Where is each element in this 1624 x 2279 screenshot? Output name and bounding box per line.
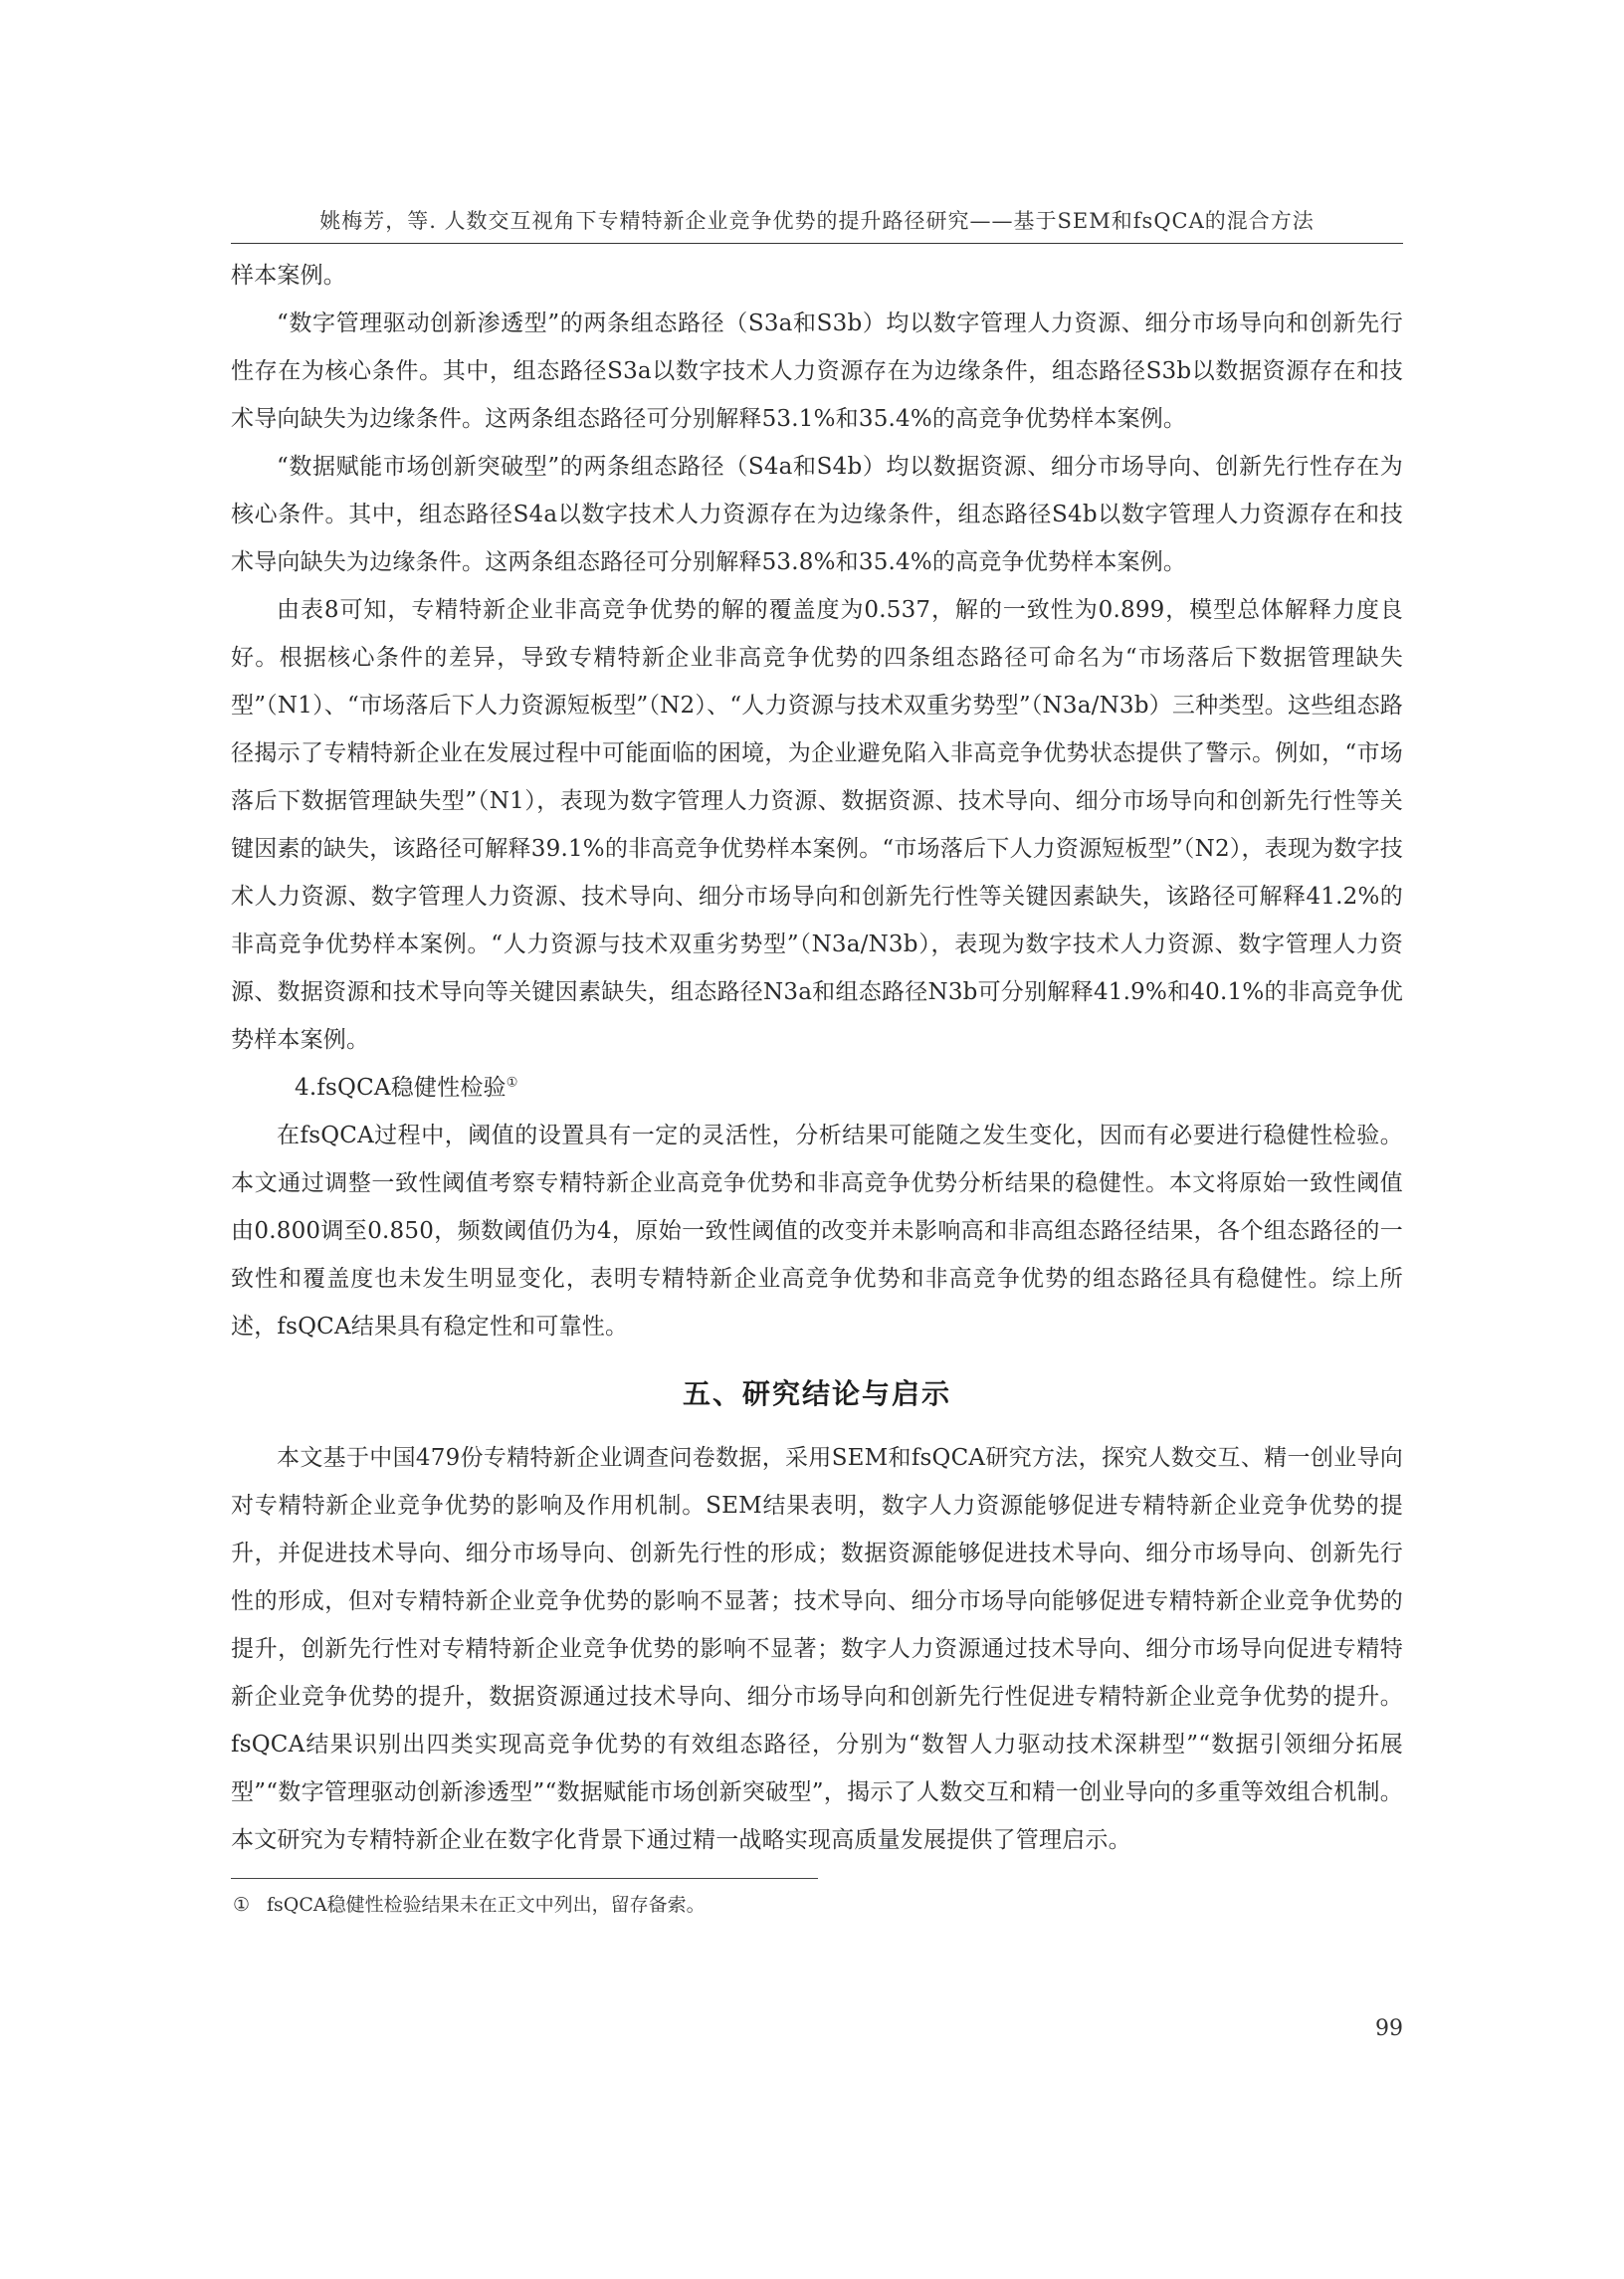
footnote	[231, 1891, 1403, 1919]
paragraph-non-high: 由表8可知，专精特新企业非高竞争优势的解的覆盖度为0.537，解的一致性为0.899，模型总体解释力度良好。根据核心条件的差异，导致专精特新企业非高竞争优势的四条组态路径可命名为“市场落后下数据管理缺失型”（N1）、“市场落后下人力资源短板型”（N2）、“人力资源与技术双重劣势型”（N3a/N3b）三种类型。这些组态路径揭示了专精特新企业在发展过程中可能面临的困境，为企业避免陷入非高竞争优势状态提供了警示。例如，“市场落后下数据管理缺失型”（N1），表现为数字管理人力资源、数据资源、技术导向、细分市场导向和创新先行性等关键因素的缺失，该路径可解释39.1%的非高竞争优势样本案例。“市场落后下人力资源短板型”（N2），表现为数字技术人力资源、数字管理人力资源、技术导向、细分市场导向和创新先行性等关键因素缺失，该路径可解释41.2%的非高竞争优势样本案例。“人力资源与技术双重劣势型”（N3a/N3b），表现为数字技术人力资源、数字管理人力资源、数据资源和技术导向等关键因素缺失，组态路径N3a和组态路径N3b可分别解释41.9%和40.1%的非高竞争优势样本案例。	[231, 597, 1403, 1053]
footnote-text: fsQCA稳健性检验结果未在正文中列出，留存备索。	[267, 1894, 706, 1916]
paragraph-s3: “数字管理驱动创新渗透型”的两条组态路径（S3a和S3b）均以数字管理人力资源、细分市场导向和创新先行性存在为核心条件。其中，组态路径S3a以数字技术人力资源存在为边缘条件，组态路径S3b以数据资源存在和技术导向缺失为边缘条件。这两条组态路径可分别解释53.1%和35.4%的高竞争优势样本案例。	[231, 311, 1403, 432]
paragraph-s4: “数据赋能市场创新突破型”的两条组态路径（S4a和S4b）均以数据资源、细分市场导向、创新先行性存在为核心条件。其中，组态路径S4a以数字技术人力资源存在为边缘条件，组态路径S4b以数字管理人力资源存在和技术导向缺失为边缘条件。这两条组态路径可分别解释53.8%和35.4%的高竞争优势样本案例。	[231, 454, 1403, 575]
subsection-title	[231, 1064, 1403, 1112]
page-number: 99	[1375, 2016, 1403, 2041]
footnote-ref[interactable]: ①	[506, 1075, 518, 1091]
paragraph-continuation: 样本案例。	[231, 263, 346, 289]
paragraph-robustness: 在fsQCA过程中，阈值的设置具有一定的灵活性，分析结果可能随之发生变化，因而有必要进行稳健性检验。本文通过调整一致性阈值考察专精特新企业高竞争优势和非高竞争优势分析结果的稳健性。本文将原始一致性阈值由0.800调至0.850，频数阈值仍为4，原始一致性阈值的改变并未影响高和非高组态路径结果，各个组态路径的一致性和覆盖度也未发生明显变化，表明专精特新企业高竞争优势和非高竞争优势的组态路径具有稳健性。综上所述，fsQCA结果具有稳定性和可靠性。	[231, 1123, 1403, 1340]
paragraph-conclusion: 本文基于中国479份专精特新企业调查问卷数据，采用SEM和fsQCA研究方法，探究人数交互、精一创业导向对专精特新企业竞争优势的影响及作用机制。SEM结果表明，数字人力资源能够促进专精特新企业竞争优势的提升，并促进技术导向、细分市场导向、创新先行性的形成；数据资源能够促进技术导向、细分市场导向、创新先行性的形成，但对专精特新企业竞争优势的影响不显著；技术导向、细分市场导向能够促进专精特新企业竞争优势的提升，创新先行性对专精特新企业竞争优势的影响不显著；数字人力资源通过技术导向、细分市场导向促进专精特新企业竞争优势的提升，数据资源通过技术导向、细分市场导向和创新先行性促进专精特新企业竞争优势的提升。fsQCA结果识别出四类实现高竞争优势的有效组态路径，分别为“数智人力驱动技术深耕型”“数据引领细分拓展型”“数字管理驱动创新渗透型”“数据赋能市场创新突破型”，揭示了人数交互和精一创业导向的多重等效组合机制。本文研究为专精特新企业在数字化背景下通过精一战略实现高质量发展提供了管理启示。	[231, 1445, 1403, 1853]
body-text	[231, 252, 1403, 1864]
footnote-divider	[231, 1878, 818, 1879]
footnote-mark: ①	[233, 1894, 251, 1916]
subsection-title-text: 4.fsQCA稳健性检验	[295, 1075, 507, 1101]
running-head: 姚梅芳，等. 人数交互视角下专精特新企业竞争优势的提升路径研究——基于SEM和fsQCA的混合方法	[231, 205, 1403, 244]
paper-page	[231, 205, 1403, 2215]
section-title: 五、研究结论与启示	[682, 1377, 951, 1410]
